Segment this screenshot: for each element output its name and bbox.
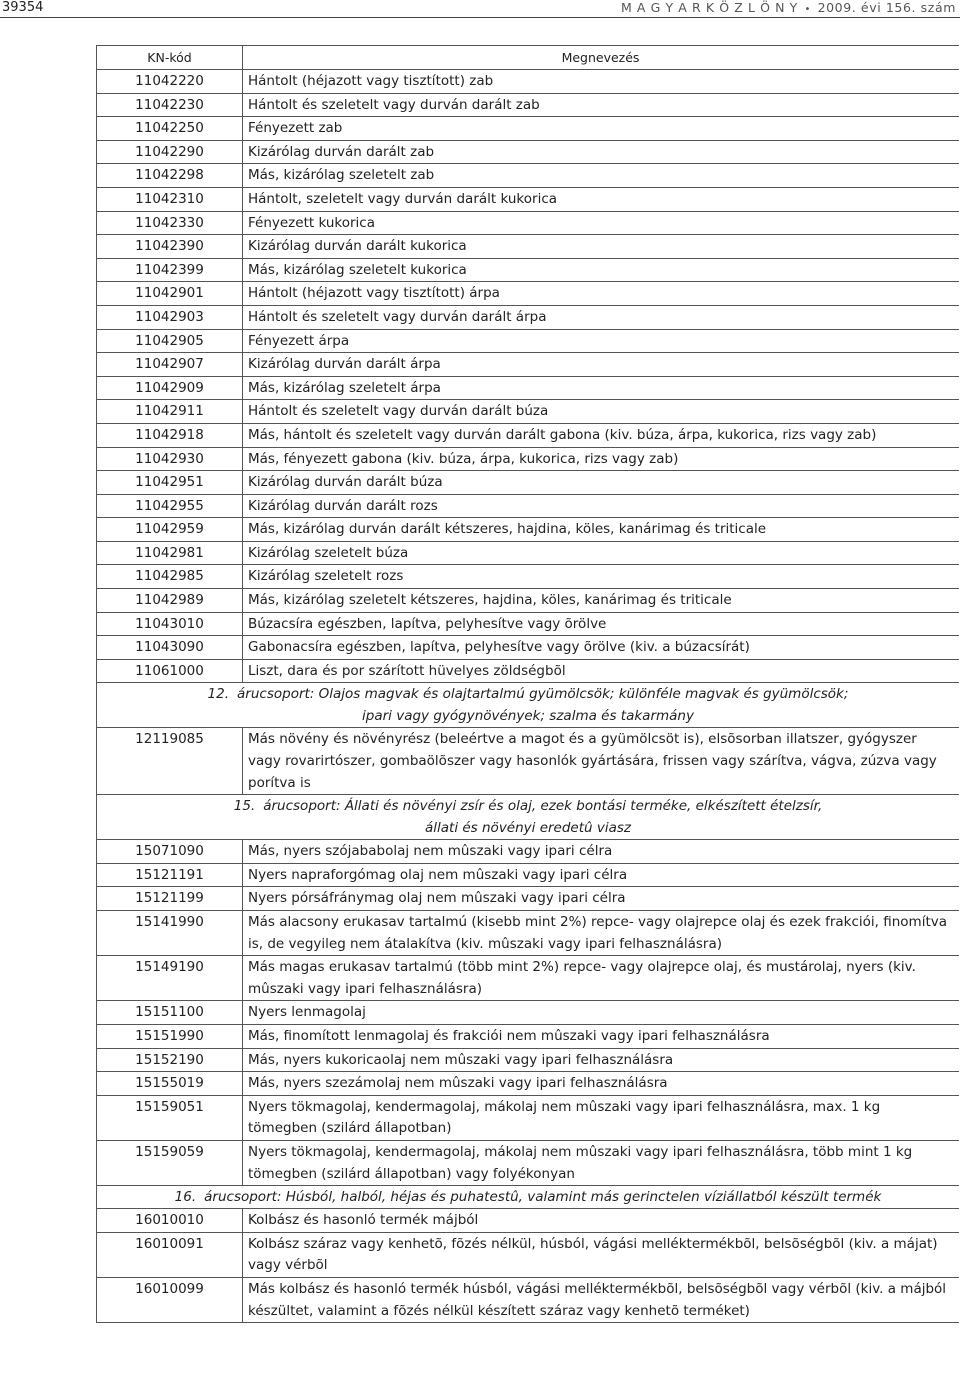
product-description: Liszt, dara és por szárított hüvelyes zöldségbõl: [243, 660, 959, 684]
product-description: Más, nyers szójababolaj nem mûszaki vagy ipari célra: [243, 840, 959, 864]
table-row: [97, 613, 959, 637]
kn-code: 15121191: [97, 864, 243, 888]
product-description: Más, nyers szezámolaj nem mûszaki vagy ipari felhasználásra: [243, 1072, 959, 1096]
product-group-heading: [97, 795, 959, 840]
product-group-heading: [97, 683, 959, 728]
kn-code: 11042985: [97, 565, 243, 589]
table-row: [97, 636, 959, 660]
kn-code: 11042918: [97, 424, 243, 448]
product-description: Kizárólag szeletelt rozs: [243, 565, 959, 589]
table-row: [97, 518, 959, 542]
kn-code: 11042959: [97, 518, 243, 542]
table-row: [97, 235, 959, 259]
journal-name: M A G Y A R K Ö Z L Ö N Y: [620, 0, 798, 15]
kn-code: 11042907: [97, 353, 243, 377]
product-description: Kolbász száraz vagy kenhetõ, fõzés nélkül, húsból, vágási melléktermékbõl, belsõségbõl (kiv. a májat) vagy vérbõl: [243, 1233, 959, 1278]
product-description: Gabonacsíra egészben, lapítva, pelyhesítve vagy õrölve (kiv. a búzacsírát): [243, 636, 959, 660]
kn-code: 16010099: [97, 1278, 243, 1323]
kn-code: 11042330: [97, 212, 243, 236]
kn-code: 11042298: [97, 164, 243, 188]
kn-code: 15141990: [97, 911, 243, 956]
product-description: Hántolt (héjazott vagy tisztított) árpa: [243, 282, 959, 306]
product-description: Kizárólag durván darált kukorica: [243, 235, 959, 259]
group-heading-line: [117, 683, 939, 705]
table-row: [97, 956, 959, 1001]
group-number: 12.: [207, 686, 230, 703]
product-description: Nyers tökmagolaj, kendermagolaj, mákolaj nem mûszaki vagy ipari felhasználásra, több mint 1 kg tömegben (szilárd állapotban) vagy folyékonyan: [243, 1141, 959, 1186]
product-description: Más, kizárólag durván darált kétszeres, hajdina, köles, kanárimag és triticale: [243, 518, 959, 542]
group-heading-line: [117, 795, 939, 817]
kn-code: 15071090: [97, 840, 243, 864]
page-header: [0, 0, 960, 18]
product-description: Hántolt és szeletelt vagy durván darált búza: [243, 400, 959, 424]
product-description: Más kolbász és hasonló termék húsból, vágási melléktermékbõl, belsõségbõl vagy vérbõl (kiv. a májból készültet, valamint a fõzés nélkül készített száraz vagy kenhetõ terméket): [243, 1278, 959, 1323]
kn-code: 11042250: [97, 117, 243, 141]
group-title: árucsoport: Olajos magvak és olajtartalmú gyümölcsök; különféle magvak és gyümölcsök;: [237, 686, 849, 703]
product-description: Hántolt, szeletelt vagy durván darált kukorica: [243, 188, 959, 212]
product-description: Kolbász és hasonló termék májból: [243, 1209, 959, 1233]
kn-code: 11042905: [97, 330, 243, 354]
kn-code: 11042220: [97, 70, 243, 94]
journal-title: [621, 0, 956, 17]
table-row: [97, 660, 959, 684]
product-group-heading: [97, 1186, 959, 1209]
table-row: [97, 911, 959, 956]
product-description: Hántolt és szeletelt vagy durván darált árpa: [243, 306, 959, 330]
product-description: Más, nyers kukoricaolaj nem mûszaki vagy ipari felhasználásra: [243, 1049, 959, 1073]
issue-label: 2009. évi 156. szám: [817, 0, 956, 15]
column-header-name: Megnevezés: [243, 46, 959, 70]
table-row: [97, 70, 959, 94]
table-row: [97, 864, 959, 888]
table-row: [97, 1209, 959, 1233]
table-row: [97, 1233, 959, 1278]
kn-code: 11061000: [97, 660, 243, 684]
table-row: [97, 1141, 959, 1186]
table-row: [97, 840, 959, 864]
kn-code: 11042901: [97, 282, 243, 306]
product-description: Kizárólag durván darált rozs: [243, 495, 959, 519]
kn-code: 11042903: [97, 306, 243, 330]
kn-code: 15159051: [97, 1096, 243, 1141]
table-row: [97, 282, 959, 306]
table-row: [97, 306, 959, 330]
table-row: [97, 887, 959, 911]
table-row: [97, 1025, 959, 1049]
product-description: Kizárólag durván darált árpa: [243, 353, 959, 377]
kn-code: 15149190: [97, 956, 243, 1001]
kn-code: 11043090: [97, 636, 243, 660]
kn-code: 15121199: [97, 887, 243, 911]
kn-code: 16010091: [97, 1233, 243, 1278]
bullet-separator: •: [804, 4, 811, 15]
table-row: [97, 117, 959, 141]
table-row: [97, 94, 959, 118]
kn-code: 11042399: [97, 259, 243, 283]
kn-code: 11042909: [97, 377, 243, 401]
kn-code: 15152190: [97, 1049, 243, 1073]
product-description: Fényezett árpa: [243, 330, 959, 354]
group-heading-line: [117, 1186, 939, 1208]
kn-code: 11042390: [97, 235, 243, 259]
product-description: Kizárólag durván darált zab: [243, 141, 959, 165]
table-row: [97, 400, 959, 424]
table-row: [97, 1049, 959, 1073]
product-description: Más, kizárólag szeletelt zab: [243, 164, 959, 188]
product-description: Fényezett zab: [243, 117, 959, 141]
table-row: [97, 728, 959, 795]
product-description: Más, fényezett gabona (kiv. búza, árpa, kukorica, rizs vagy zab): [243, 448, 959, 472]
product-description: Nyers pórsáfránymag olaj nem mûszaki vagy ipari célra: [243, 887, 959, 911]
group-title: árucsoport: Húsból, halból, héjas és puhatestû, valamint más gerinctelen víziállatból készült termék: [204, 1189, 882, 1206]
table-row: [97, 1278, 959, 1323]
product-description: Más növény és növényrész (beleértve a magot és a gyümölcsöt is), elsõsorban illatszer, gyógyszer vagy rovarirtószer, gombaölõszer vagy hasonlók gyártására, frissen vagy szárítva, vágva, zúzva vagy porítva is: [243, 728, 959, 795]
product-description: Más, hántolt és szeletelt vagy durván darált gabona (kiv. búza, árpa, kukorica, rizs vagy zab): [243, 424, 959, 448]
table-row: [97, 353, 959, 377]
table-header-row: [97, 46, 959, 70]
kn-code: 11042981: [97, 542, 243, 566]
table-row: [97, 1096, 959, 1141]
kn-code: 15159059: [97, 1141, 243, 1186]
kn-code: 11043010: [97, 613, 243, 637]
kn-code: 15151990: [97, 1025, 243, 1049]
kn-code: 11042930: [97, 448, 243, 472]
product-description: Nyers lenmagolaj: [243, 1001, 959, 1025]
product-description: Más, kizárólag szeletelt kétszeres, hajdina, köles, kanárimag és triticale: [243, 589, 959, 613]
kn-code: 15155019: [97, 1072, 243, 1096]
group-title: árucsoport: Állati és növényi zsír és olaj, ezek bontási terméke, elkészített ételzsír,: [263, 798, 823, 815]
table-row: [97, 1072, 959, 1096]
product-description: Más magas erukasav tartalmú (több mint 2%) repce- vagy olajrepce olaj, és mustárolaj, nyers (kiv. mûszaki vagy ipari felhasználásra): [243, 956, 959, 1001]
table-body: [97, 70, 959, 1323]
product-description: Hántolt és szeletelt vagy durván darált zab: [243, 94, 959, 118]
product-description: Nyers tökmagolaj, kendermagolaj, mákolaj nem mûszaki vagy ipari felhasználásra, max. 1 kg tömegben (szilárd állapotban): [243, 1096, 959, 1141]
kn-code: 11042955: [97, 495, 243, 519]
kn-code-table: [96, 45, 959, 1323]
kn-code: 11042290: [97, 141, 243, 165]
product-description: Hántolt (héjazott vagy tisztított) zab: [243, 70, 959, 94]
table-row: [97, 542, 959, 566]
product-description: Fényezett kukorica: [243, 212, 959, 236]
table-row: [97, 424, 959, 448]
table-row: [97, 259, 959, 283]
column-header-code: KN-kód: [97, 46, 243, 70]
group-number: 15.: [233, 798, 256, 815]
table-row: [97, 377, 959, 401]
product-description: Kizárólag durván darált búza: [243, 471, 959, 495]
kn-code: 11042230: [97, 94, 243, 118]
table-row: [97, 188, 959, 212]
kn-code: 11042989: [97, 589, 243, 613]
kn-code: 16010010: [97, 1209, 243, 1233]
table-row: [97, 330, 959, 354]
table-row: [97, 212, 959, 236]
kn-code: 15151100: [97, 1001, 243, 1025]
product-description: Más, finomított lenmagolaj és frakciói nem mûszaki vagy ipari felhasználásra: [243, 1025, 959, 1049]
product-description: Kizárólag szeletelt búza: [243, 542, 959, 566]
group-title-continued: ipari vagy gyógynövények; szalma és takarmány: [362, 708, 694, 725]
product-description: Búzacsíra egészben, lapítva, pelyhesítve vagy õrölve: [243, 613, 959, 637]
table-row: [97, 141, 959, 165]
product-description: Más alacsony erukasav tartalmú (kisebb mint 2%) repce- vagy olajrepce olaj és ezek frakciói, finomítva is, de vegyileg nem átalakítva (kiv. mûszaki vagy ipari felhasználásra): [243, 911, 959, 956]
kn-code: 11042911: [97, 400, 243, 424]
product-description: Más, kizárólag szeletelt kukorica: [243, 259, 959, 283]
table-row: [97, 471, 959, 495]
page-number: 39354: [2, 0, 44, 15]
table-row: [97, 164, 959, 188]
product-description: Más, kizárólag szeletelt árpa: [243, 377, 959, 401]
table-row: [97, 565, 959, 589]
kn-code: 11042310: [97, 188, 243, 212]
table-row: [97, 495, 959, 519]
kn-code: 12119085: [97, 728, 243, 795]
table-row: [97, 589, 959, 613]
kn-code: 11042951: [97, 471, 243, 495]
product-description: Nyers napraforgómag olaj nem mûszaki vagy ipari célra: [243, 864, 959, 888]
table-row: [97, 1001, 959, 1025]
group-title-continued: állati és növényi eredetû viasz: [424, 820, 632, 837]
table-row: [97, 448, 959, 472]
group-number: 16.: [174, 1189, 197, 1206]
